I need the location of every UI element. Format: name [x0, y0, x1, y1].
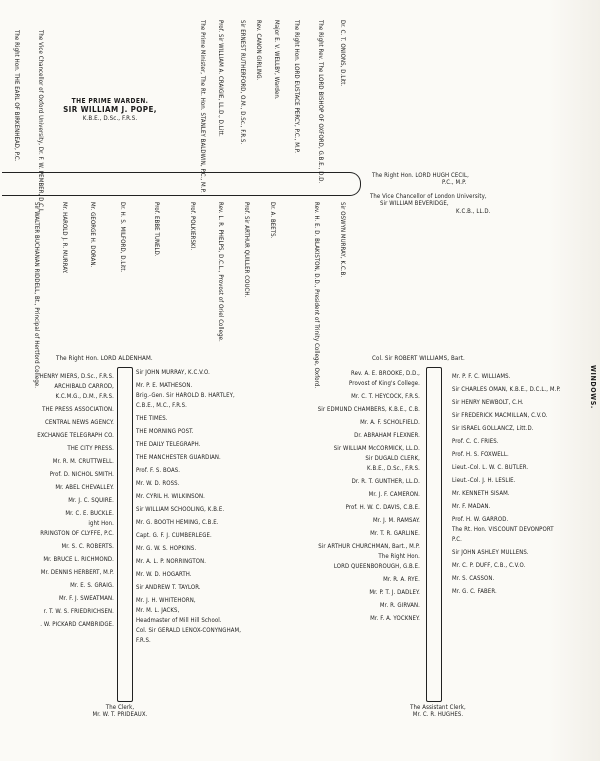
clerk-name: Mr. W. T. PRIDEAUX.: [92, 711, 148, 719]
guest-entry: Mr. C. E. BUCKLE.: [65, 510, 114, 517]
rotated-guest: Sir ERNEST RUTHERFORD, O.M., D.Sc., F.R.S.: [239, 20, 246, 145]
guest-entry: Lieut.-Col. J. H. LESLIE.: [452, 477, 516, 484]
guest-entry: r. T. W. S. FRIEDRICHSEN.: [43, 608, 114, 615]
guest-entry: The Rt. Hon. VISCOUNT DEVONPORT: [452, 526, 554, 533]
guest-entry: Mr. W. D. ROSS.: [136, 480, 180, 487]
guest-entry: Dr. ABRAHAM FLEXNER.: [354, 432, 420, 439]
guest-entry: Mr. KENNETH SISAM.: [452, 490, 510, 497]
guest-entry: EXCHANGE TELEGRAPH CO.: [37, 432, 114, 439]
table-right-outline: [426, 367, 442, 702]
rotated-guest: Dr. H. S. MILFORD, D.Litt.: [119, 202, 126, 273]
guest-line: The Vice Chancellor of London University,: [370, 193, 487, 200]
rotated-guest: Dr. C. T. ONIONS, D.Litt.: [339, 20, 346, 87]
guest-entry: Mr. J. C. SQUIRE.: [68, 497, 114, 504]
rotated-guest: Major E. V. WELLBY, Warden.: [273, 20, 280, 100]
guest-entry: K.C.M.G., D.M., F.R.S.: [55, 393, 114, 400]
guest-entry: Prof. F. S. BOAS.: [136, 467, 181, 474]
guest-entry: Mr. P. F. C. WILLIAMS.: [452, 373, 511, 380]
guest-entry: K.B.E., D.Sc., F.R.S.: [367, 465, 420, 472]
guest-entry: The Right Hon.: [378, 553, 420, 560]
guest-entry: Mr. A. F. SCHOLFIELD.: [360, 419, 420, 426]
guest-entry: Sir FREDERICK MACMILLAN, C.V.O.: [452, 412, 548, 419]
guest-entry: Sir DUGALD CLERK,: [365, 455, 420, 462]
guest-entry: Prof. H. W. GARROD.: [452, 516, 509, 523]
rotated-guest: Prof. EBBE TUNELD.: [153, 202, 160, 257]
guest-entry: Mr. P. E. MATHESON.: [136, 382, 193, 389]
guest-entry: ight Hon.: [88, 520, 114, 527]
prime-warden-name: SIR WILLIAM J. POPE,: [63, 105, 157, 115]
guest-entry: Brig.-Gen. Sir HAROLD B. HARTLEY,: [136, 392, 235, 399]
prime-warden-honours: K.B.E., D.Sc., F.R.S.: [82, 115, 138, 123]
guest-entry: Mr. S. CASSON.: [452, 575, 495, 582]
guest-entry: LORD QUEENBOROUGH, G.B.E.: [333, 563, 420, 570]
guest-entry: THE DAILY TELEGRAPH.: [136, 441, 201, 448]
guest-entry: Mr. ABEL CHEVALLEY.: [55, 484, 114, 491]
head-williams: Col. Sir ROBERT WILLIAMS, Bart.: [372, 355, 465, 362]
guest-entry: Sir WILLIAM McCORMICK, LL.D.: [333, 445, 420, 452]
guest-entry: Mr. W. D. HOGARTH.: [136, 571, 192, 578]
guest-entry: Mr. C. T. HEYCOCK, F.R.S.: [351, 393, 420, 400]
guest-entry: Mr. P. T. J. DADLEY.: [369, 589, 420, 596]
guest-entry: Provost of King's College.: [349, 380, 420, 387]
guest-entry: Sir HENRY NEWBOLT, C.H.: [452, 399, 524, 406]
guest-entry: Mr. T. R. GARLINE.: [370, 530, 420, 537]
guest-entry: Sir CHARLES OMAN, K.B.E., D.C.L., M.P.: [452, 386, 561, 393]
rotated-guest: The Vice Chancellor of Oxford University, Dr. F. W. PEMBER, D.C.L.: [37, 30, 44, 214]
rotated-guest: Mr. GEORGE H. DORAN.: [89, 202, 96, 268]
guest-entry: Sir ISRAEL GOLLANCZ, Litt.D.: [452, 425, 534, 432]
clerk: [70, 704, 170, 719]
guest-entry: Mr. R. A. RYE.: [383, 576, 420, 583]
guest-entry: Rev. A. E. BROOKE, D.D.,: [351, 370, 420, 377]
guest-entry: Mr. S. C. ROBERTS.: [61, 543, 114, 550]
guest-entry: THE TIMES.: [136, 415, 168, 422]
rotated-guest: The Right Hon. THE EARL OF BIRKENHEAD, P.C.: [13, 30, 20, 162]
head-aldenham: The Right Hon. LORD ALDENHAM.: [56, 355, 153, 362]
guest-entry: Mr. R. M. CRUTTWELL.: [52, 458, 114, 465]
rotated-guest: Sir WALTER BUCHANAN RIDDELL, Bt., Principal of Hertford College.: [33, 202, 40, 389]
guest-entry: Mr. DENNIS HERBERT, M.P.: [40, 569, 114, 576]
guest-hugh-cecil: [372, 172, 469, 187]
guest-entry: Mr. J. M. RAMSAY.: [373, 517, 420, 524]
guest-entry: Mr. F. J. SWEATMAN.: [58, 595, 114, 602]
clerk-title: The Clerk,: [105, 704, 135, 711]
guest-entry: HENRY MIERS, D.Sc., F.R.S.: [39, 373, 114, 380]
guest-entry: Sir ANDREW T. TAYLOR.: [136, 584, 201, 591]
guest-entry: Prof. C. C. FRIES.: [452, 438, 499, 445]
rotated-guest: Dr. A. BEETS.: [269, 202, 276, 239]
guest-entry: THE CITY PRESS.: [67, 445, 114, 452]
guest-entry: Lieut.-Col. L. W. C. BUTLER.: [452, 464, 529, 471]
guest-entry: Mr. G. BOOTH HEMING, C.B.E.: [136, 519, 219, 526]
rotated-guest: The Prime Minister, The Rt. Hon. STANLEY BALDWIN, P.C., M.P.: [199, 20, 206, 193]
guest-entry: Mr. BRUCE L. RICHMOND.: [43, 556, 114, 563]
guest-entry: Mr. E. S. GRAIG.: [70, 582, 114, 589]
guest-line: Sir WILLIAM BEVERIDGE,: [380, 200, 449, 208]
assistant-clerk: [378, 704, 498, 719]
guest-entry: Sir EDMUND CHAMBERS, K.B.E., C.B.: [317, 406, 420, 413]
guest-entry: Mr. A. L. P. NORRINGTON.: [136, 558, 207, 565]
guest-entry: Mr. R. GIRVAN.: [379, 602, 420, 609]
guest-line: The Right Hon. LORD HUGH CECIL,: [372, 172, 469, 179]
guest-entry: Headmaster of Mill Hill School.: [136, 617, 222, 624]
guest-entry: P.C.: [452, 536, 462, 543]
guest-entry: THE MORNING POST.: [136, 428, 194, 435]
rotated-guest: The Right Hon. LORD EUSTACE PERCY, P.C., M.P.: [293, 20, 300, 154]
guest-entry: Mr. F. MADAN.: [452, 503, 491, 510]
guest-entry: Prof. H. W. C. DAVIS, C.B.E.: [345, 504, 420, 511]
guest-entry: THE MANCHESTER GUARDIAN.: [136, 454, 221, 461]
guest-entry: Sir WILLIAM SCHOOLING, K.B.E.: [136, 506, 225, 513]
rotated-guest: Prof. POLKIERSKI.: [189, 202, 196, 251]
rotated-guest: Prof. Sir ARTHUR QUILLER COUCH.: [243, 202, 250, 298]
guest-entry: ARCHIBALD CARROD,: [54, 383, 114, 390]
guest-entry: C.B.E., M.C., F.R.S.: [136, 402, 187, 409]
guest-entry: Prof. D. NICHOL SMITH.: [49, 471, 114, 478]
rotated-guest: Prof. Sir WILLIAM A. CRAIGIE, LL.D., D.Litt.: [217, 20, 224, 137]
guest-entry: RRINGTON OF CLYFFE, P.C.: [40, 530, 114, 537]
guest-entry: CENTRAL NEWS AGENCY.: [44, 419, 114, 426]
guest-entry: Sir JOHN MURRAY, K.C.V.O.: [136, 369, 210, 376]
rotated-guest: Rev. L. R. PHELPS, D.C.L., Provost of Oriel College.: [217, 202, 224, 342]
rotated-guest: Rev. CANON GIRLING.: [255, 20, 262, 81]
column-3: [250, 370, 420, 625]
guest-entry: Capt. G. F. J. CUMBERLEGE.: [136, 532, 212, 539]
assistant-clerk-name: Mr. C. R. HUGHES.: [412, 711, 464, 719]
guest-entry: . W. PICKARD CAMBRIDGE.: [40, 621, 114, 628]
top-table-outline: [2, 172, 361, 196]
guest-entry: Mr. M. L. JACKS,: [136, 607, 180, 614]
table-left-outline: [117, 367, 133, 702]
column-1: [0, 370, 114, 631]
guest-entry: Mr. G. C. FABER.: [452, 588, 497, 595]
rotated-guest: The Right Rev. The LORD BISHOP OF OXFORD, G.B.E., D.D.: [317, 20, 324, 184]
guest-entry: Prof. H. S. FOXWELL.: [452, 451, 509, 458]
guest-entry: Dr. R. T. GUNTHER, LL.D.: [351, 478, 420, 485]
guest-line: P.C., M.P.: [442, 179, 467, 187]
guest-entry: F.R.S.: [136, 637, 151, 644]
rotated-guest: Rev. H. E. D. BLAKISTON, D.D., President of Trinity College, Oxford.: [313, 202, 320, 389]
rotated-guest: Mr. HAROLD J. R. MURRAY.: [61, 202, 68, 274]
guest-entry: Mr. C. P. DUFF, C.B., C.V.O.: [452, 562, 526, 569]
windows-label: WINDOWS.: [589, 365, 597, 409]
guest-entry: Mr. G. W. S. HOPKINS.: [136, 545, 197, 552]
rotated-guest: Sir OSWYN MURRAY, K.C.B.: [339, 202, 346, 278]
prime-warden: [40, 98, 180, 123]
guest-entry: Mr. F. A. YOCKNEY.: [370, 615, 420, 622]
guest-entry: Mr. J. H. WHITEHORN,: [136, 597, 196, 604]
assistant-clerk-title: The Assistant Clerk,: [410, 704, 466, 711]
guest-line: K.C.B., LL.D.: [456, 207, 491, 215]
guest-beveridge: [370, 193, 490, 215]
guest-entry: Sir JOHN ASHLEY MULLENS.: [452, 549, 529, 556]
column-4: [452, 370, 600, 598]
guest-entry: Col. Sir GERALD LENOX-CONYNGHAM,: [136, 627, 242, 634]
guest-entry: Sir ARTHUR CHURCHMAN, Bart., M.P.: [318, 543, 420, 550]
guest-entry: Mr. CYRIL H. WILKINSON.: [136, 493, 205, 500]
prime-warden-label: THE PRIME WARDEN.: [71, 97, 149, 105]
guest-entry: THE PRESS ASSOCIATION.: [42, 406, 114, 413]
guest-entry: Mr. J. F. CAMERON.: [368, 491, 420, 498]
